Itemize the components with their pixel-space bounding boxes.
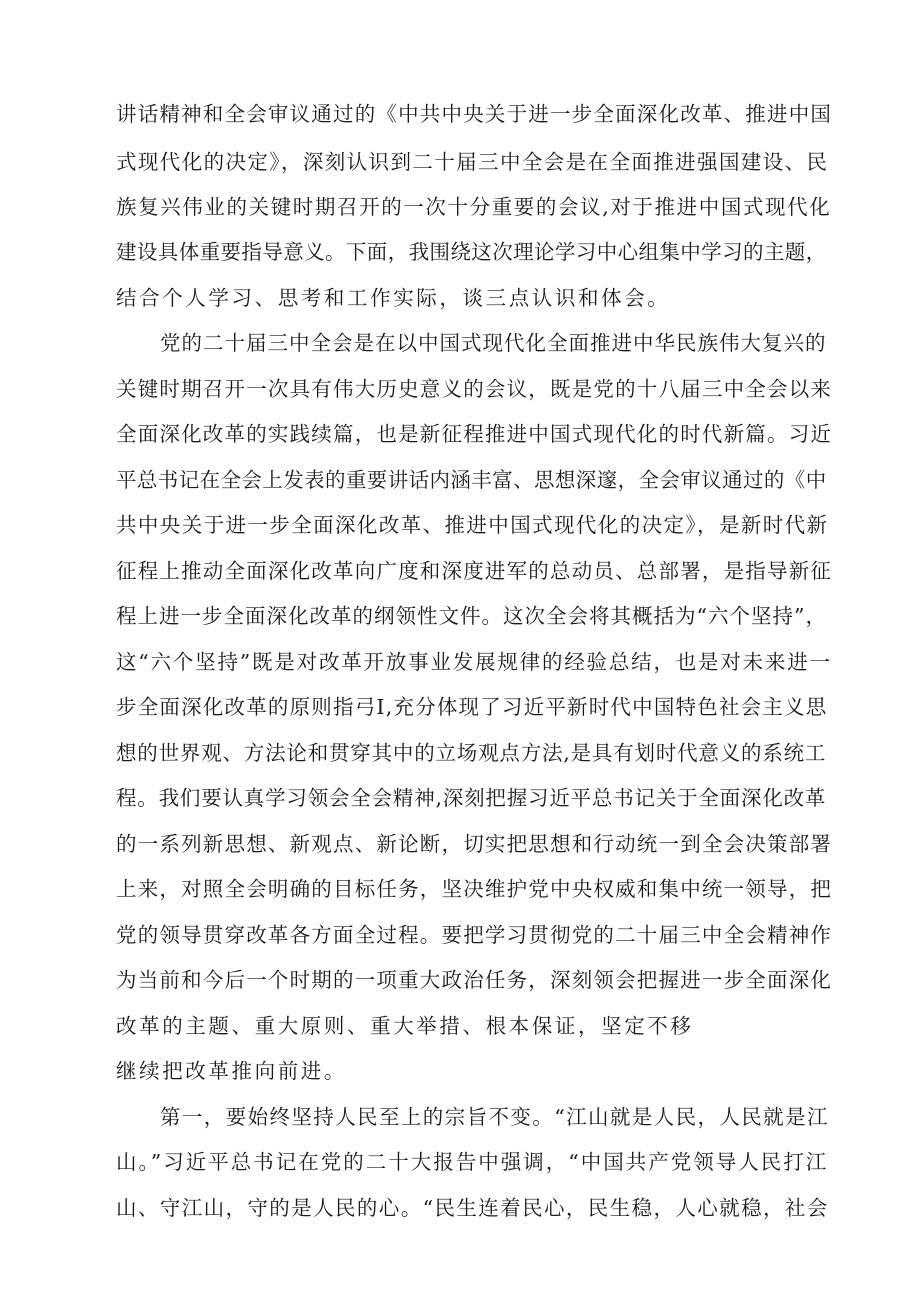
text-line: 党的领导贯穿改革各方面全过程。要把学习贯彻党的二十届三中全会精神作 [116, 923, 833, 947]
text-line: 征程上推动全面深化改革向广度和深度进军的总动员、总部署，是指导新征 [116, 559, 833, 583]
text-line: 改革的主题、重大原则、重大举措、根本保证，坚定不移 [116, 1014, 694, 1038]
text-line: 共中央关于进一步全面深化改革、推进中国式现代化的决定》，是新时代新 [116, 513, 829, 537]
paragraph-first-line: 党的二十届三中全会是在以中国式现代化全面推进中华民族伟大复兴的 [160, 331, 827, 355]
text-line: 式现代化的决定》，深刻认识到二十届三中全会是在全面推进强国建设、民 [116, 150, 829, 174]
text-line: 的一系列新思想、新观点、新论断，切实把思想和行动统一到全会决策部署 [116, 832, 833, 856]
text-line: 建设具体重要指导意义。下面，我围绕这次理论学习中心组集中学习的主题， [116, 240, 827, 264]
text-line: 程。我们要认真学习领会全会精神,深刻把握习近平总书记关于全面深化改革 [116, 786, 827, 810]
text-line: 族复兴伟业的关键时期召开的一次十分重要的会议,对于推进中国式现代化 [116, 195, 832, 219]
text-line: 上来，对照全会明确的目标任务，坚决维护党中央权威和集中统一领导，把 [116, 877, 833, 901]
text-line: 平总书记在全会上发表的重要讲话内涵丰富、思想深邃，全会审议通过的《中 [116, 468, 827, 492]
text-line: 继续把改革推向前进。 [116, 1059, 347, 1083]
text-line: 山、守江山，守的是人民的心。“民生连着民心，民生稳，人心就稳，社会 [116, 1196, 829, 1220]
paragraph-first-line: 第一，要始终坚持人民至上的宗旨不变。“江山就是人民，人民就是江 [160, 1105, 829, 1129]
text-line: 全面深化改革的实践续篇，也是新征程推进中国式现代化的时代新篇。习近 [116, 422, 833, 446]
text-line: 程上进一步全面深化改革的纲领性文件。这次全会将其概括为“六个坚持”， [116, 604, 827, 628]
text-line: 关键时期召开一次具有伟大历史意义的会议，既是党的十八届三中全会以来 [116, 377, 833, 401]
text-line: 为当前和今后一个时期的一项重大政治任务，深刻领会把握进一步全面深化 [116, 968, 833, 992]
text-line: 想的世界观、方法论和贯穿其中的立场观点方法,是具有划时代意义的系统工 [116, 741, 827, 765]
text-line: 山。”习近平总书记在党的二十大报告中强调，“中国共产党领导人民打江 [116, 1150, 829, 1174]
text-line: 结合个人学习、思考和工作实际，谈三点认识和体会。 [116, 286, 671, 310]
text-line: 步全面深化改革的原则指弓I,充分体现了习近平新时代中国特色社会主义思 [116, 695, 828, 719]
text-line: 讲话精神和全会审议通过的《中共中央关于进一步全面深化改革、推进中国 [116, 102, 833, 126]
text-line: 这“六个坚持”既是对改革开放事业发展规律的经验总结，也是对未来进一 [116, 650, 832, 674]
